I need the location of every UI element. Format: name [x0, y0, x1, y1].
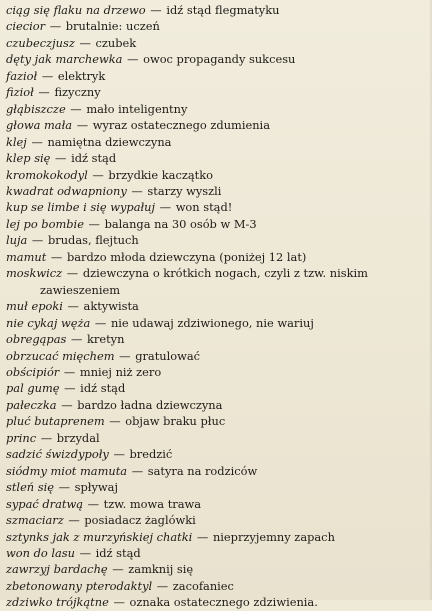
glossary-entry	[6, 380, 428, 396]
entry-term: zdziwko trójkątne	[6, 595, 109, 610]
glossary-entry	[6, 199, 428, 215]
entry-dash-separator: —	[73, 118, 92, 133]
glossary-entry	[6, 348, 428, 364]
glossary-entry	[6, 545, 428, 561]
entry-definition: balanga na 30 osób w M-3	[104, 216, 257, 231]
entry-dash-separator: —	[63, 266, 82, 281]
glossary-entry	[6, 265, 428, 298]
entry-dash-separator: —	[67, 332, 86, 347]
entry-dash-separator: —	[75, 35, 95, 50]
glossary-entry	[6, 430, 428, 446]
entry-term: zawrzyj bardachę	[6, 562, 108, 577]
entry-term: muł epoki	[6, 299, 63, 314]
glossary-entry	[6, 397, 428, 413]
glossary-entry	[6, 594, 428, 610]
glossary-entry	[6, 101, 428, 117]
entry-definition: fizyczny	[54, 85, 101, 100]
entry-definition: brzydkie kaczątko	[108, 167, 213, 182]
entry-term: princ	[6, 430, 37, 445]
entry-dash-separator: —	[51, 151, 71, 166]
entry-dash-separator: —	[115, 348, 135, 363]
glossary-entry	[6, 298, 428, 314]
entry-term: kwadrat odwapniony	[6, 183, 127, 198]
glossary-entry	[6, 150, 428, 166]
entry-definition: zamknij się	[128, 562, 194, 577]
entry-term: obregąpas	[6, 332, 67, 347]
entry-dash-separator: —	[105, 414, 125, 429]
glossary-entry	[6, 578, 428, 594]
entry-dash-separator: —	[193, 529, 212, 544]
entry-term: stleń się	[6, 480, 54, 495]
glossary-entry	[6, 117, 428, 133]
entry-definition: zacofaniec	[172, 578, 234, 593]
glossary-entry	[6, 496, 428, 512]
glossary-list	[6, 2, 428, 611]
entry-dash-separator: —	[34, 85, 54, 100]
entry-dash-separator: —	[46, 19, 65, 34]
entry-definition: idź stąd flegmatyku	[166, 3, 280, 17]
entry-term: sypać dratwą	[6, 496, 84, 511]
entry-dash-separator: —	[127, 183, 147, 198]
entry-dash-separator: —	[63, 299, 83, 314]
entry-definition: brutalnie: uczeń	[65, 19, 160, 34]
entry-definition: won stąd!	[175, 200, 233, 215]
entry-definition: mniej niż zero	[79, 364, 162, 379]
entry-dash-separator: —	[123, 52, 143, 67]
glossary-entry	[6, 84, 428, 100]
glossary-entry	[6, 167, 428, 183]
glossary-entry	[6, 249, 428, 265]
entry-term: mamut	[6, 249, 47, 264]
entry-term: obrzucać mięchem	[6, 348, 115, 363]
entry-dash-separator: —	[66, 101, 86, 116]
entry-definition: oznaka ostatecznego zdziwienia.	[129, 595, 318, 610]
entry-dash-separator: —	[146, 3, 166, 17]
glossary-entry	[6, 134, 428, 150]
entry-term: ciąg się flaku na drzewo	[6, 3, 146, 17]
entry-term: fazioł	[6, 68, 38, 83]
glossary-entry	[6, 529, 428, 545]
glossary-entry	[6, 232, 428, 248]
entry-term: szmaciarz	[6, 513, 64, 528]
entry-dash-separator: —	[153, 578, 172, 593]
entry-dash-separator: —	[37, 430, 56, 445]
entry-dash-separator: —	[55, 480, 74, 495]
entry-term: klep się	[6, 151, 51, 166]
glossary-entry	[6, 18, 428, 34]
entry-term: nie cykaj węża	[6, 315, 91, 330]
entry-definition: bredzić	[129, 447, 173, 462]
entry-dash-separator: —	[84, 216, 104, 231]
entry-term: fizioł	[6, 85, 34, 100]
entry-term: dęty jak marchewka	[6, 52, 123, 67]
entry-dash-separator: —	[47, 249, 66, 264]
entry-definition: wyraz ostatecznego zdumienia	[92, 118, 270, 133]
glossary-entry	[6, 512, 428, 528]
entry-term: obścipiór	[6, 364, 60, 379]
entry-term: luja	[6, 233, 28, 248]
entry-dash-separator: —	[27, 134, 47, 149]
glossary-entry	[6, 216, 428, 232]
entry-term: pałeczka	[6, 397, 57, 412]
glossary-entry	[6, 413, 428, 429]
entry-definition: starzy wyszli	[147, 183, 222, 198]
entry-term: moskwicz	[6, 266, 63, 281]
entry-term: pluć butaprenem	[6, 414, 105, 429]
entry-definition: bardzo ładna dziewczyna	[77, 397, 223, 412]
entry-definition: nieprzyjemny zapach	[212, 529, 335, 544]
entry-definition: objaw braku płuc	[125, 414, 226, 429]
entry-definition: gratulować	[135, 348, 201, 363]
entry-dash-separator: —	[88, 167, 108, 182]
entry-definition: owoc propagandy sukcesu	[143, 52, 296, 67]
entry-dash-separator: —	[64, 513, 84, 528]
entry-dash-separator: —	[91, 315, 110, 330]
entry-definition: aktywista	[83, 299, 139, 314]
glossary-entry	[6, 479, 428, 495]
entry-term: kromokokodyl	[6, 167, 88, 182]
entry-definition: brudas, flejtuch	[47, 233, 139, 248]
entry-definition: idź stąd	[71, 151, 117, 166]
entry-dash-separator: —	[109, 595, 129, 610]
entry-definition: brzydal	[56, 430, 100, 445]
glossary-entry	[6, 446, 428, 462]
entry-term: sztynks jak z murzyńskiej chatki	[6, 529, 193, 544]
glossary-entry	[6, 51, 428, 67]
entry-dash-separator: —	[84, 496, 103, 511]
entry-dash-separator: —	[109, 447, 129, 462]
entry-definition: mało inteligentny	[86, 101, 188, 116]
entry-definition: idź stąd	[80, 381, 126, 396]
entry-definition: czubek	[95, 35, 137, 50]
entry-definition: bardzo młoda dziewczyna (poniżej 12 lat)	[66, 249, 307, 264]
entry-dash-separator: —	[108, 562, 128, 577]
glossary-entry	[6, 35, 428, 51]
entry-dash-separator: —	[156, 200, 175, 215]
entry-term: won do lasu	[6, 545, 75, 560]
glossary-entry	[6, 364, 428, 380]
glossary-entry	[6, 2, 428, 18]
entry-dash-separator: —	[38, 68, 57, 83]
glossary-entry	[6, 183, 428, 199]
entry-definition: dziewczyna o krótkich nogach, czyli z tzw. niskim zawieszeniem	[40, 266, 368, 297]
glossary-entry	[6, 561, 428, 577]
entry-definition: satyra na rodziców	[147, 463, 258, 478]
glossary-entry	[6, 331, 428, 347]
glossary-entry	[6, 315, 428, 331]
entry-term: sadzić świzdypoły	[6, 447, 109, 462]
entry-definition: posiadacz żaglówki	[84, 513, 196, 528]
entry-definition: elektryk	[57, 68, 106, 83]
entry-dash-separator: —	[75, 545, 95, 560]
entry-dash-separator: —	[60, 381, 80, 396]
entry-term: klej	[6, 134, 27, 149]
entry-term: głąbiszcze	[6, 101, 66, 116]
entry-term: pal gumę	[6, 381, 60, 396]
entry-term: siódmy miot mamuta	[6, 463, 128, 478]
entry-term: zbetonowany pterodaktyl	[6, 578, 153, 593]
glossary-entry	[6, 463, 428, 479]
entry-definition: nie udawaj zdziwionego, nie wariuj	[110, 315, 314, 330]
entry-definition: namiętna dziewczyna	[47, 134, 172, 149]
entry-term: lej po bombie	[6, 216, 84, 231]
entry-definition: kretyn	[87, 332, 125, 347]
glossary-entry	[6, 68, 428, 84]
entry-term: kup se limbe i się wypałuj	[6, 200, 156, 215]
entry-term: głowa mała	[6, 118, 73, 133]
entry-definition: tzw. mowa trawa	[103, 496, 202, 511]
entry-dash-separator: —	[57, 397, 77, 412]
entry-dash-separator: —	[128, 463, 147, 478]
entry-definition: spływaj	[74, 480, 118, 495]
entry-term: ciecior	[6, 19, 46, 34]
entry-dash-separator: —	[28, 233, 47, 248]
entry-definition: idź stąd	[95, 545, 141, 560]
entry-dash-separator: —	[60, 364, 79, 379]
entry-term: czubeczjusz	[6, 35, 75, 50]
